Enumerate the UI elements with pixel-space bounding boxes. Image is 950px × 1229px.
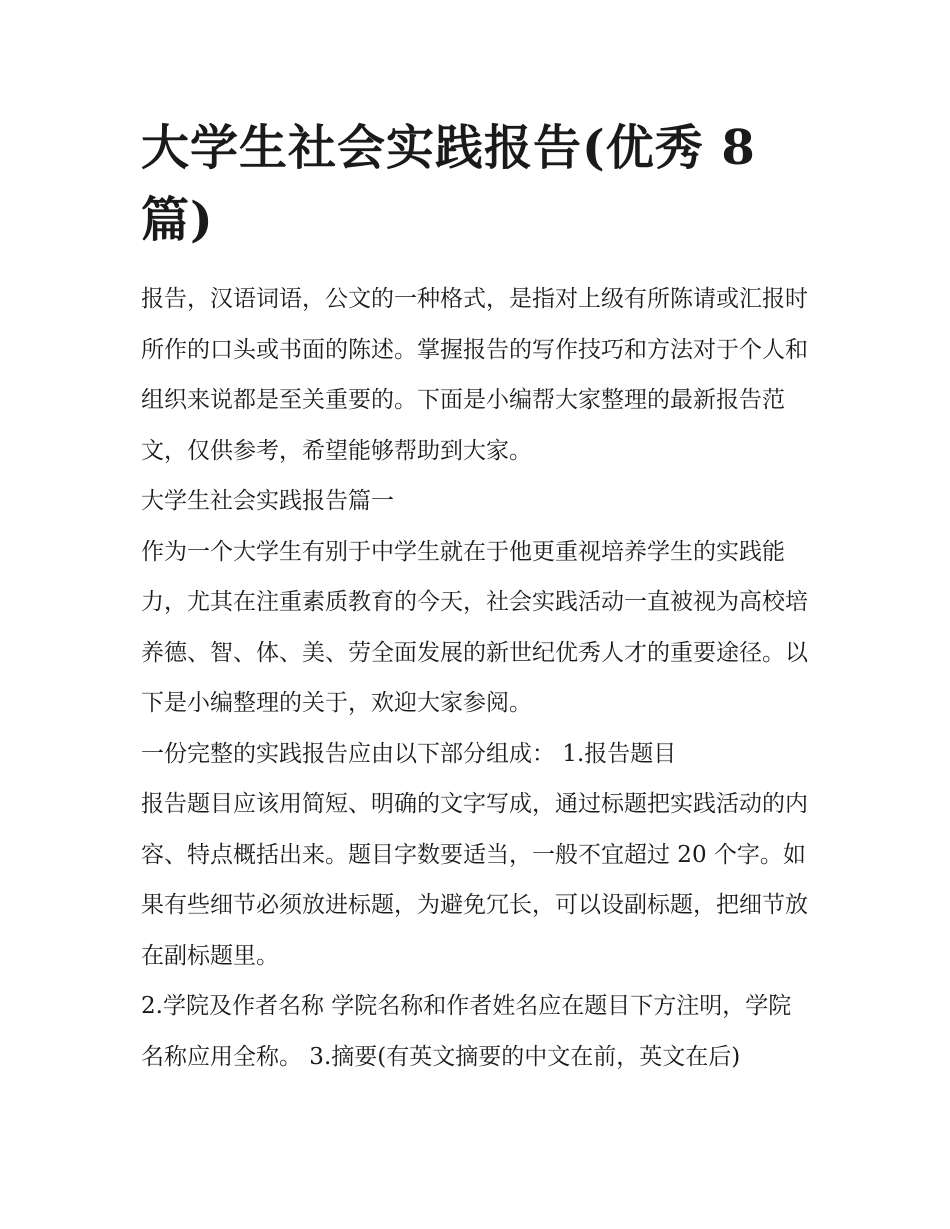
document-title: 大学生社会实践报告(优秀 8 篇): [141, 120, 756, 248]
section-heading: 大学生社会实践报告篇一: [141, 488, 394, 514]
intro-paragraph: 报告，汉语词语，公文的一种格式，是指对上级有所陈请或汇报时所作的口头或书面的陈述。掌握报告的写作技巧和方法对于个人和组织来说都是至关重要的。下面是小编帮大家整理的最新报告范文，仅供参考，希望能够帮助到大家。: [141, 286, 808, 464]
document-page: [141, 112, 813, 1082]
body-paragraph: 报告题目应该用简短、明确的文字写成，通过标题把实践活动的内容、特点概括出来。题目字数要适当，一般不宜超过 20 个字。如果有些细节必须放进标题，为避免冗长，可以设副标题，把细节放在副标题里。: [141, 791, 808, 969]
body-paragraph: 一份完整的实践报告应由以下部分组成： 1.报告题目: [141, 740, 677, 767]
body-paragraph: 作为一个大学生有别于中学生就在于他更重视培养学生的实践能力，尤其在注重素质教育的今天，社会实践活动一直被视为高校培养德、智、体、美、劳全面发展的新世纪优秀人才的重要途径。以下是小编整理的关于，欢迎大家参阅。: [141, 538, 808, 716]
body-paragraph: 2.学院及作者名称 学院名称和作者姓名应在题目下方注明，学院名称应用全称。 3.摘要(有英文摘要的中文在前，英文在后): [141, 993, 792, 1070]
